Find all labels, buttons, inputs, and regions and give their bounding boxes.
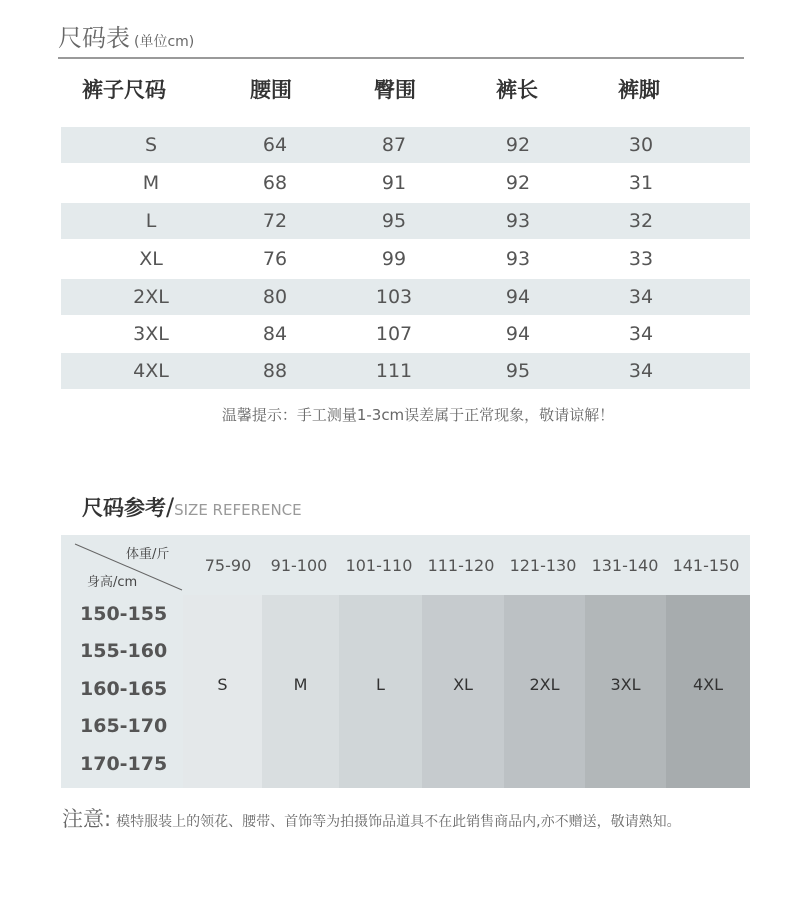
table-row [61,241,750,277]
size-column-4xl: 4XL [666,595,750,788]
weight-range-header: 91-100 [270,556,328,575]
cell-hem: 33 [628,248,654,270]
cell-waist: 68 [262,172,288,194]
cell-size: 3XL [133,323,169,345]
size-reference-title [82,492,302,522]
note-label: 注意: [62,807,112,831]
cell-hip: 87 [381,134,407,156]
model-accessory-note [62,803,681,833]
size-table-title-text: 尺码表 [58,24,130,52]
cell-length: 94 [505,323,531,345]
table-row [61,203,750,239]
cell-waist: 88 [262,360,288,382]
weight-range-header: 141-150 [672,556,740,575]
height-range-label: 170-175 [80,753,168,775]
cell-length: 93 [505,210,531,232]
cell-size: 4XL [133,360,169,382]
size-column-3xl: 3XL [585,595,666,788]
cell-size: XL [139,248,163,270]
size-reference-title-en: SIZE REFERENCE [174,501,302,519]
header-hem: 裤脚 [618,78,660,102]
cell-size: S [144,134,158,156]
weight-range-header: 111-120 [427,556,495,575]
table-row [61,127,750,163]
size-column-xl: XL [422,595,504,788]
cell-hip: 103 [375,286,413,308]
table-row [61,279,750,315]
cell-hip: 95 [381,210,407,232]
header-hip: 臀围 [374,78,416,102]
table-row [61,165,750,201]
height-range-label: 155-160 [80,640,168,662]
cell-waist: 84 [262,323,288,345]
size-column-s: S [183,595,262,788]
cell-length: 92 [505,172,531,194]
cell-waist: 76 [262,248,288,270]
note-text: 模特服装上的领花、腰带、首饰等为拍摄饰品道具不在此销售商品内,亦不赠送，敬请熟知。 [116,814,681,830]
cell-waist: 64 [262,134,288,156]
cell-size: M [142,172,160,194]
cell-hem: 34 [628,323,654,345]
size-reference-title-separator: / [166,493,175,521]
cell-hem: 34 [628,286,654,308]
height-range-label: 150-155 [80,603,168,625]
cell-length: 93 [505,248,531,270]
header-length: 裤长 [496,78,538,102]
table-row [61,316,750,352]
size-table-unit: (单位cm) [134,34,195,50]
height-range-label: 160-165 [80,678,168,700]
cell-hem: 34 [628,360,654,382]
cell-size: L [145,210,157,232]
cell-hip: 91 [381,172,407,194]
cell-length: 92 [505,134,531,156]
corner-height-label: 身高/cm [87,575,138,590]
size-column-m: M [262,595,339,788]
size-table-title [58,18,194,53]
height-range-label: 165-170 [80,715,168,737]
measurement-note: 温馨提示：手工测量1-3cm误差属于正常现象，敬请谅解！ [221,406,615,424]
corner-weight-label: 体重/斤 [126,547,170,562]
header-waist: 腰围 [250,78,292,102]
title-divider [58,57,744,59]
header-pants-size: 裤子尺码 [82,78,166,102]
cell-hip: 111 [375,360,413,382]
cell-hip: 107 [375,323,413,345]
size-column-l: L [339,595,422,788]
cell-waist: 80 [262,286,288,308]
cell-hem: 31 [628,172,654,194]
weight-range-header: 121-130 [509,556,577,575]
cell-hem: 30 [628,134,654,156]
weight-range-header: 75-90 [204,556,252,575]
cell-hip: 99 [381,248,407,270]
cell-waist: 72 [262,210,288,232]
weight-range-header: 101-110 [345,556,413,575]
cell-hem: 32 [628,210,654,232]
size-column-2xl: 2XL [504,595,585,788]
cell-length: 95 [505,360,531,382]
cell-size: 2XL [133,286,169,308]
table-row [61,353,750,389]
weight-range-header: 131-140 [591,556,659,575]
size-reference-title-cn: 尺码参考 [82,496,166,520]
cell-length: 94 [505,286,531,308]
